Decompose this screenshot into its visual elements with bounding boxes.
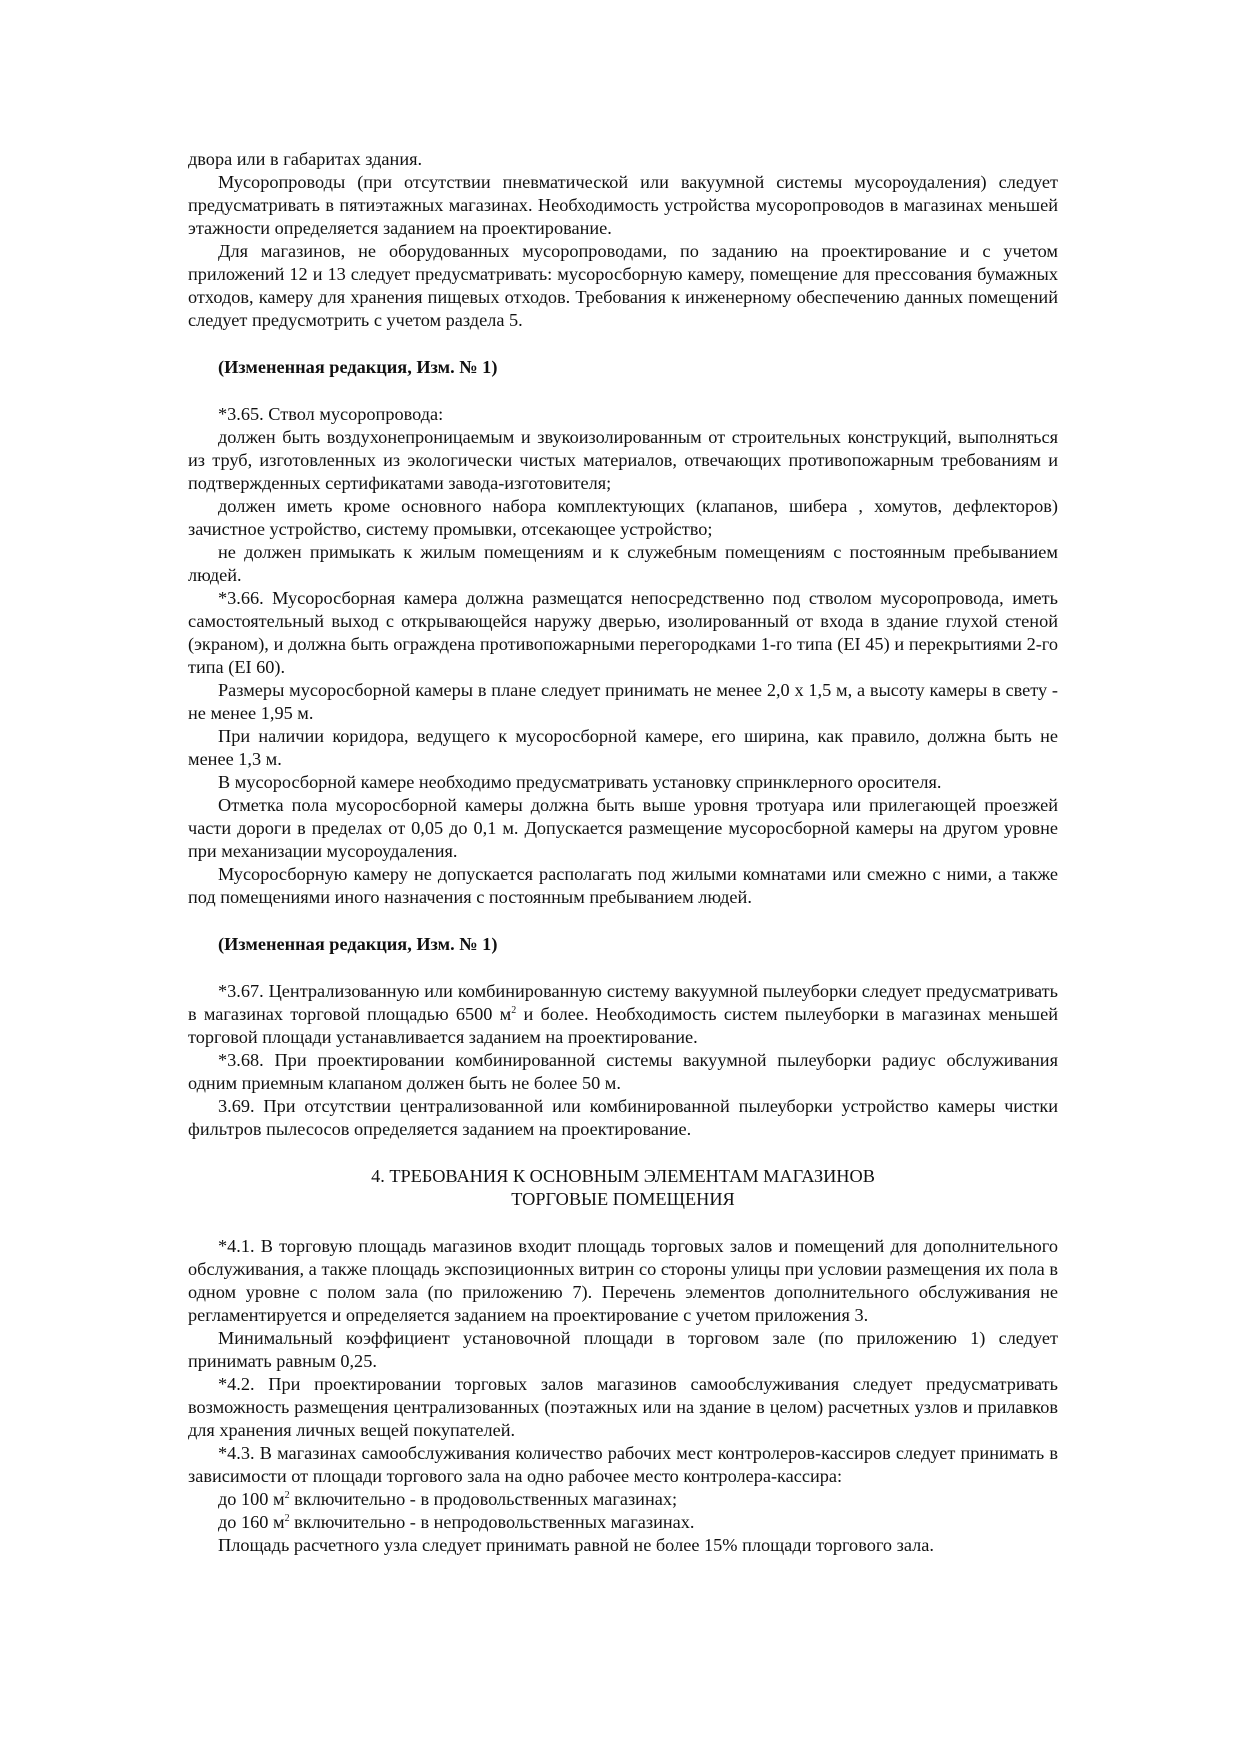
text-span: включительно - в непродовольственных магазинах.: [289, 1512, 695, 1532]
amendment-note: (Измененная редакция, Изм. № 1): [218, 934, 498, 954]
text-span: включительно - в продовольственных магазинах;: [289, 1489, 678, 1509]
paragraph: Мусоросборную камеру не допускается располагать под жилыми комнатами или смежно с ними, а также под помещениями иного назначения с постоянным пребыванием людей.: [188, 864, 1058, 907]
paragraph: В мусоросборной камере необходимо предусматривать установку спринклерного оросителя.: [218, 772, 942, 792]
list-item: [188, 1488, 1058, 1511]
superscript: 2: [511, 1004, 517, 1016]
paragraph: должен быть воздухонепроницаемым и звукоизолированным от строительных конструкций, выполняться из труб, изготовленных из экологически чистых материалов, отвечающих противопожарным требованиям и подтвержденных сертификатами завода-изготовителя;: [188, 427, 1058, 493]
paragraph: *3.66. Мусоросборная камера должна размещатся непосредственно под стволом мусоропровода, иметь самостоятельный выход с открывающейся наружу дверью, изолированный от входа в здание глухой стеной (экраном), и должна быть ограждена противопожарными перегородками 1-го типа (EI 45) и перекрытиями 2-го типа (EI 60).: [188, 588, 1058, 677]
paragraph: двора или в габаритах здания.: [188, 149, 423, 169]
paragraph: *4.2. При проектировании торговых залов магазинов самообслуживания следует предусматривать возможность размещения централизованных (поэтажных или на здание в целом) расчетных узлов и прилавков для хранения личных вещей покупателей.: [188, 1374, 1058, 1440]
paragraph: *4.3. В магазинах самообслуживания количество рабочих мест контролеров-кассиров следует принимать в зависимости от площади торгового зала на одно рабочее место контролера-кассира:: [188, 1443, 1058, 1486]
paragraph: Размеры мусоросборной камеры в плане следует принимать не менее 2,0 х 1,5 м, а высоту камеры в свету - не менее 1,95 м.: [188, 680, 1058, 723]
section-title: *3.65. Ствол мусоропровода:: [218, 404, 444, 424]
paragraph: должен иметь кроме основного набора комплектующих (клапанов, шибера , хомутов, дефлекторов) зачистное устройство, систему промывки, отсекающее устройство;: [188, 496, 1058, 539]
paragraph: Для магазинов, не оборудованных мусоропроводами, по заданию на проектирование и с учетом приложений 12 и 13 следует предусматривать: мусоросборную камеру, помещение для прессования бумажных отходов, камеру для хранения пищевых отходов. Требования к инженерному обеспечению данных помещений следует предусмотрить с учетом раздела 5.: [188, 241, 1058, 330]
paragraph: Минимальный коэффициент установочной площади в торговом зале (по приложению 1) следует принимать равным 0,25.: [188, 1328, 1058, 1371]
amendment-note: (Измененная редакция, Изм. № 1): [218, 357, 498, 377]
paragraph: 3.69. При отсутствии централизованной или комбинированной пылеуборки устройство камеры чистки фильтров пылесосов определяется заданием на проектирование.: [188, 1096, 1058, 1139]
text-span: до 160 м: [218, 1512, 285, 1532]
superscript: 2: [284, 1489, 290, 1501]
paragraph: Отметка пола мусоросборной камеры должна быть выше уровня тротуара или прилегающей проезжей части дороги в пределах от 0,05 до 0,1 м. Допускается размещение мусоросборной камеры на другом уровне при механизации мусороудаления.: [188, 795, 1058, 861]
text-span: и более. Необходимость систем пылеуборки в магазинах меньшей торговой площади устанавливается заданием на проектирование.: [188, 1004, 1059, 1047]
paragraph: Площадь расчетного узла следует принимать равной не более 15% площади торгового зала.: [218, 1535, 934, 1555]
paragraph: Мусоропроводы (при отсутствии пневматической или вакуумной системы мусороудаления) следует предусматривать в пятиэтажных магазинах. Необходимость устройства мусоропроводов в магазинах меньшей этажности определяется заданием на проектирование.: [188, 172, 1058, 238]
section-heading: 4. ТРЕБОВАНИЯ К ОСНОВНЫМ ЭЛЕМЕНТАМ МАГАЗИНОВ: [371, 1166, 875, 1186]
paragraph: *4.1. В торговую площадь магазинов входит площадь торговых залов и помещений для дополнительного обслуживания, а также площадь экспозиционных витрин со стороны улицы при условии размещения их пола в одном уровне с полом зала (по приложению 7). Перечень элементов дополнительного обслуживания не регламентируется и определяется заданием на проектирование с учетом приложения 3.: [188, 1236, 1058, 1325]
superscript: 2: [284, 1512, 290, 1524]
paragraph: При наличии коридора, ведущего к мусоросборной камере, его ширина, как правило, должна быть не менее 1,3 м.: [188, 726, 1058, 769]
paragraph: *3.68. При проектировании комбинированной системы вакуумной пылеуборки радиус обслуживания одним приемным клапаном должен быть не более 50 м.: [188, 1050, 1058, 1093]
section-subheading: ТОРГОВЫЕ ПОМЕЩЕНИЯ: [511, 1189, 735, 1209]
text-span: до 100 м: [218, 1489, 285, 1509]
list-item: [188, 1511, 1058, 1534]
document-page: [188, 148, 1058, 1557]
paragraph: не должен примыкать к жилым помещениям и к служебным помещениям с постоянным пребыванием людей.: [188, 542, 1058, 585]
paragraph: [188, 980, 1058, 1049]
text-span: *3.67. Централизованную или комбинированную систему вакуумной пылеуборки следует предусматривать в магазинах торговой площадью 6500 м: [188, 981, 1058, 1024]
